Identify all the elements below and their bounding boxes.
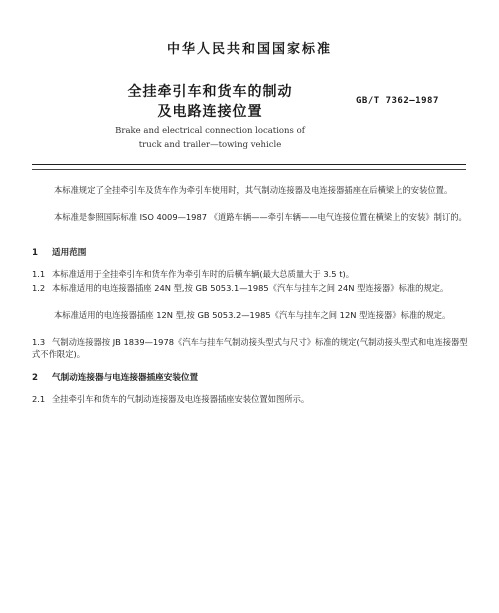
section-2-number: 2 (32, 373, 38, 383)
national-standard-header: 中华人民共和国国家标准 (166, 42, 332, 57)
title-line-2: 及电路连接位置 (157, 104, 263, 120)
clause-number: 2.1 (32, 394, 46, 404)
clause-text: 气制动连接器按 JB 1839—1978《汽车与挂车气制动接头型式与尺寸》标准的规定(气制动接头型式和电连接器型式不作限定)。 (32, 337, 468, 359)
intro-paragraph-2: 本标准是参照国际标准 ISO 4009—1987 《道路车辆——牵引车辆——电气连接位置在横梁上的安装》制订的。 (54, 212, 467, 222)
clause-number: 1.2 (32, 283, 46, 293)
section-1-heading (32, 247, 472, 259)
english-title-line-2: truck and trailer—towing vehicle (138, 140, 282, 150)
intro-paragraph-1: 本标准规定了全挂牵引车及货车作为牵引车使用时，其气制动连接器及电连接器插座在后横梁上的安装位置。 (54, 185, 453, 195)
clause-text: 本标准适用的电连接器插座 12N 型,按 GB 5053.2—1985《汽车与挂车之间 12N 型连接器》标准的规定。 (54, 310, 451, 320)
clause-2-1 (32, 393, 472, 405)
english-title-line-1: Brake and electrical connection locations of (115, 126, 305, 136)
clause-text: 本标准适用于全挂牵引车和货车作为牵引车时的后横车辆(最大总质量大于 3.5 t)。 (52, 269, 354, 279)
title-line-1: 全挂牵引车和货车的制动 (127, 84, 293, 100)
clause-number: 1.3 (32, 337, 46, 347)
clause-1-2 (32, 282, 472, 294)
standard-number: GB/T 7362—1987 (356, 96, 439, 106)
clause-text: 本标准适用的电连接器插座 24N 型,按 GB 5053.1—1985《汽车与挂车之间 24N 型连接器》标准的规定。 (52, 283, 449, 293)
clause-1-2-continued (32, 309, 472, 321)
document-title (110, 82, 310, 122)
clause-text: 全挂牵引车和货车的气制动连接器及电连接器插座安装位置如图所示。 (52, 394, 310, 404)
section-1-number: 1 (32, 248, 38, 258)
section-1-title: 适用范围 (52, 248, 87, 258)
clause-1-3 (32, 336, 472, 360)
english-title (90, 124, 330, 152)
section-2-title: 气制动连接器与电连接器插座安装位置 (52, 373, 199, 383)
clause-1-1 (32, 268, 472, 280)
section-2-heading (32, 372, 472, 384)
title-divider-secondary (32, 169, 466, 170)
clause-number: 1.1 (32, 269, 46, 279)
title-divider (32, 164, 466, 165)
